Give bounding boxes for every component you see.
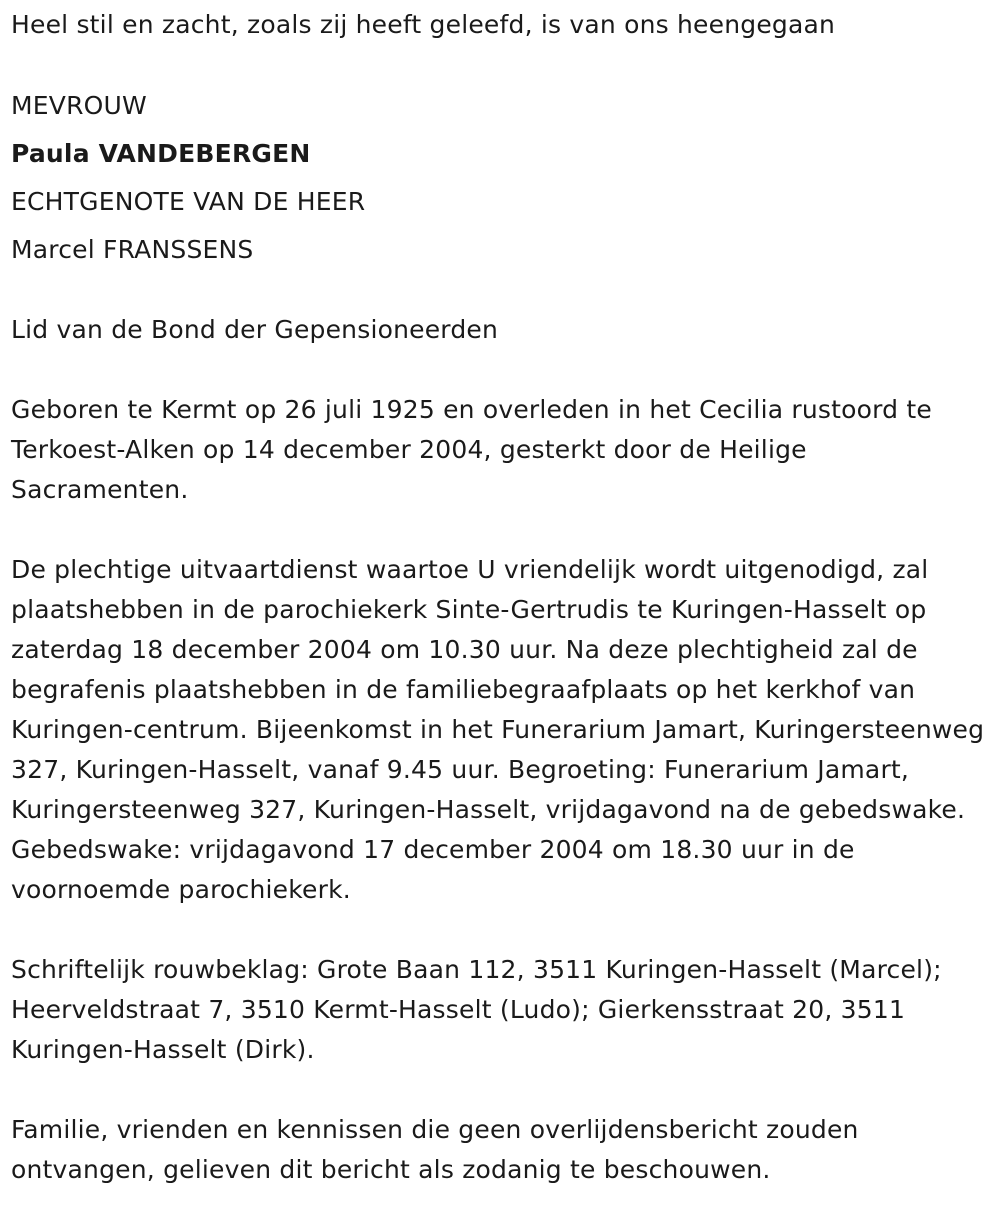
funeral-paragraph: De plechtige uitvaartdienst waartoe U vriendelijk wordt uitgenodigd, zal plaatshebben in de parochiekerk Sinte-Gertrudis te Kuringen-Hasselt op zaterdag 18 december 2004 om 10.30 uur. Na deze plechtigheid zal de begrafenis plaatshebben in de familiebegraafplaats op het kerkhof van Kuringen-centrum. Bijeenkomst in het Funerarium Jamart, Kuringersteenweg 327, Kuringen-Hasselt, vanaf 9.45 uur. Begroeting: Funerarium Jamart, Kuringersteenweg 327, Kuringen-Hasselt, vrijdagavond na de gebedswake. Gebedswake: vrijdagavond 17 december 2004 om 18.30 uur in de voornoemde parochiekerk. xyxy=(11,555,985,904)
membership-text: Lid van de Bond der Gepensioneerden xyxy=(11,315,499,344)
intro-text: Heel stil en zacht, zoals zij heeft geleefd, is van ons heengegaan xyxy=(11,10,836,39)
deceased-name: Paula VANDEBERGEN xyxy=(11,139,311,168)
condolences-paragraph: Schriftelijk rouwbeklag: Grote Baan 112, 3511 Kuringen-Hasselt (Marcel); Heerveldstraat 7, 3510 Kermt-Hasselt (Ludo); Gierkensstraat 20, 3511 Kuringen-Hasselt (Dirk). xyxy=(11,955,942,1064)
birth-death-paragraph: Geboren te Kermt op 26 juli 1925 en overleden in het Cecilia rustoord te Terkoest-Alken op 14 december 2004, gesterkt door de Heilige Sacramenten. xyxy=(11,395,932,504)
title-text: MEVROUW xyxy=(11,91,147,120)
closing-paragraph: Familie, vrienden en kennissen die geen overlijdensbericht zouden ontvangen, gelieven dit bericht als zodanig te beschouwen. xyxy=(11,1115,859,1184)
spouse-label: ECHTGENOTE VAN DE HEER xyxy=(11,187,366,216)
spouse-name: Marcel FRANSSENS xyxy=(11,235,254,264)
